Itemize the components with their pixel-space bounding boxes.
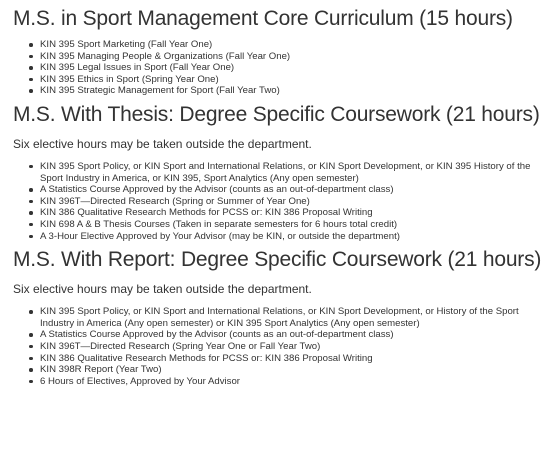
list-item: KIN 386 Qualitative Research Methods for PCSS or: KIN 386 Proposal Writing [40, 207, 553, 219]
page-content [0, 7, 553, 469]
list-item: KIN 395 Sport Policy, or KIN Sport and International Relations, or KIN Sport Development, or KIN 395 History of the Sport Industry in America, or KIN 395, Sport Analytics (Any open semester) [40, 161, 553, 184]
report-coursework-heading: M.S. With Report: Degree Specific Coursework (21 hours) [13, 248, 542, 272]
list-item: KIN 386 Qualitative Research Methods for PCSS or: KIN 386 Proposal Writing [40, 353, 553, 365]
list-item: KIN 395 Ethics in Sport (Spring Year One) [40, 74, 553, 86]
thesis-coursework-heading: M.S. With Thesis: Degree Specific Coursework (21 hours) [13, 102, 540, 126]
report-coursework-list [13, 306, 553, 387]
core-curriculum-section [13, 7, 553, 97]
list-item: A 3-Hour Elective Approved by Your Advisor (may be KIN, or outside the department) [40, 231, 553, 243]
list-item: KIN 698 A & B Thesis Courses (Taken in separate semesters for 6 hours total credit) [40, 219, 553, 231]
list-item: KIN 395 Managing People & Organizations (Fall Year One) [40, 51, 553, 63]
list-item: A Statistics Course Approved by the Advisor (counts as an out-of-department class) [40, 184, 553, 196]
list-item: KIN 395 Legal Issues in Sport (Fall Year One) [40, 62, 553, 74]
list-item: KIN 396T—Directed Research (Spring or Summer of Year One) [40, 196, 553, 208]
core-curriculum-list [13, 39, 553, 97]
list-item: KIN 395 Sport Marketing (Fall Year One) [40, 39, 553, 51]
thesis-intro-text: Six elective hours may be taken outside the department. [13, 136, 312, 151]
list-item: 6 Hours of Electives, Approved by Your Advisor [40, 376, 553, 388]
thesis-coursework-section [13, 103, 553, 242]
report-intro-text: Six elective hours may be taken outside the department. [13, 282, 312, 297]
list-item: KIN 395 Strategic Management for Sport (Fall Year Two) [40, 85, 553, 97]
core-curriculum-heading: M.S. in Sport Management Core Curriculum (15 hours) [13, 7, 513, 30]
list-item: KIN 396T—Directed Research (Spring Year One or Fall Year Two) [40, 341, 553, 353]
list-item: KIN 395 Sport Policy, or KIN Sport and International Relations, or KIN Sport Development, or History of the Sport Industry in America (Any open semester) or KIN 395 Sport Analytics (Any open semester) [40, 306, 553, 329]
list-item: A Statistics Course Approved by the Advisor (counts as an out-of-department class) [40, 329, 553, 341]
report-coursework-section [13, 248, 553, 387]
list-item: KIN 398R Report (Year Two) [40, 364, 553, 376]
thesis-coursework-list [13, 161, 553, 242]
